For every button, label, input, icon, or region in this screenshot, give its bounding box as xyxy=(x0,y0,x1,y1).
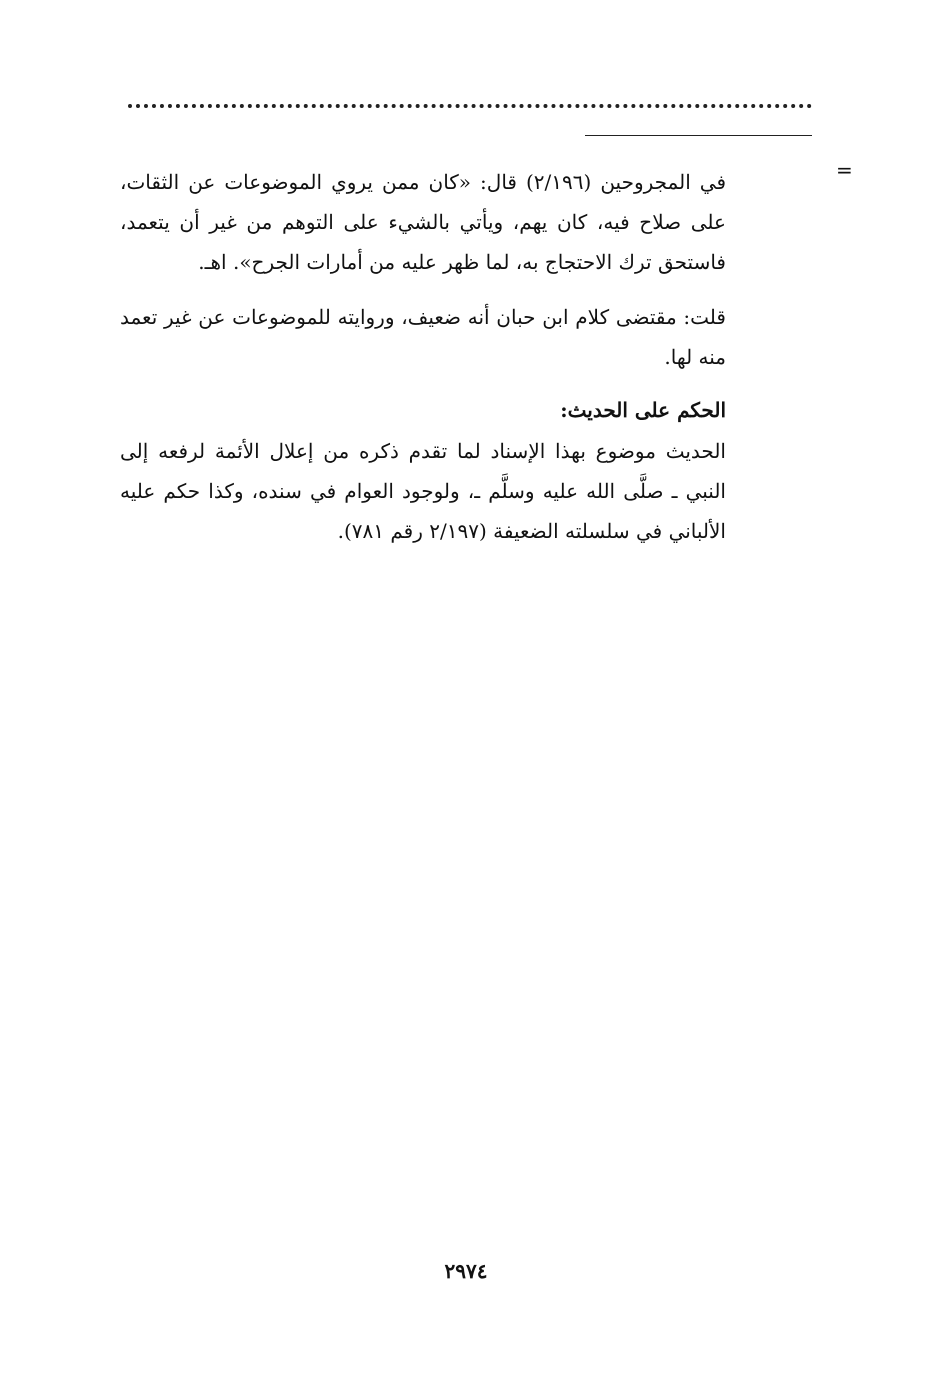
section-heading-hukm: الحكم على الحديث: xyxy=(560,398,726,422)
footnote-dotted-separator xyxy=(128,104,812,108)
page-number: ٢٩٧٤ xyxy=(444,1259,488,1283)
footnote-paragraph-qultu: قلت: مقتضى كلام ابن حبان أنه ضعيف، وروايته للموضوعات عن غير تعمد منه لها. xyxy=(120,305,726,369)
footnote-paragraph-majruhin: في المجروحين (٢/١٩٦) قال: «كان ممن يروي الموضوعات عن الثقات، على صلاح فيه، كان يهم، ويأتي بالشيء على التوهم من غير أن يتعمد، فاستحق ترك الاحتجاج به، لما ظهر عليه من أمارات الجرح». اهـ. xyxy=(120,170,727,274)
verdict-paragraph: الحديث موضوع بهذا الإسناد لما تقدم ذكره من إعلال الأئمة لرفعه إلى النبي ـ صلَّى الله عليه وسلَّم ـ، ولوجود العوام في سنده، وكذا حكم عليه الألباني في سلسلته الضعيفة (٢/١٩٧ رقم ٧٨١). xyxy=(120,439,726,543)
footnote-short-rule xyxy=(585,135,812,136)
continuation-mark: = xyxy=(836,158,853,182)
